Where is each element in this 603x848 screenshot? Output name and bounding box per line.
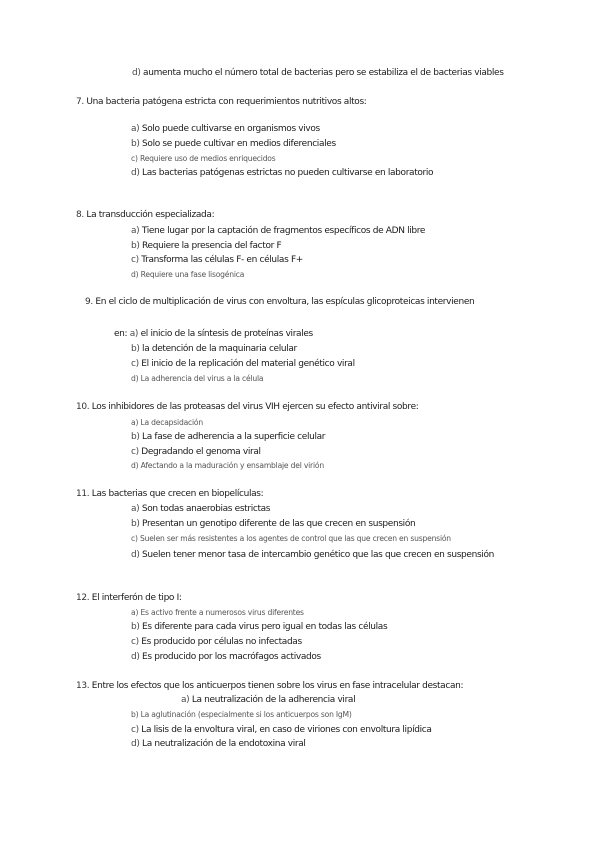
q7-option-c: c) Requiere uso de medios enriquecidos: [131, 154, 276, 163]
q13-option-c: c) La lisis de la envoltura viral, en caso de viriones con envoltura lipídica: [131, 725, 432, 735]
q13-option-a: a) La neutralización de la adherencia viral: [181, 695, 356, 705]
q11-option-c: c) Suelen ser más resistentes a los agentes de control que las que crecen en suspensión: [131, 534, 451, 543]
q11-option-b: b) Presentan un genotipo diferente de las que crecen en suspensión: [131, 519, 416, 529]
q12-option-c: c) Es producido por células no infectadas: [131, 637, 302, 647]
q9-option-a: en: a) el inicio de la síntesis de proteínas virales: [114, 329, 313, 339]
q7-option-a: a) Solo puede cultivarse en organismos vivos: [131, 124, 320, 134]
q8-option-b: b) Requiere la presencia del factor F: [131, 241, 282, 251]
q13-option-d: d) La neutralización de la endotoxina viral: [131, 739, 306, 749]
q9-option-c: c) El inicio de la replicación del material genético viral: [131, 359, 355, 369]
question-8: 8. La transducción especializada:: [76, 210, 215, 220]
question-11: 11. Las bacterias que crecen en biopelículas:: [76, 489, 264, 499]
question-10: 10. Los inhibidores de las proteasas del virus VIH ejercen su efecto antiviral sobre:: [76, 402, 419, 412]
q10-option-b: b) La fase de adherencia a la superficie celular: [131, 432, 326, 442]
q13-option-b: b) La aglutinación (especialmente si los anticuerpos son IgM): [131, 710, 352, 719]
q8-option-d: d) Requiere una fase lisogénica: [131, 270, 245, 279]
question-12: 12. El interferón de tipo I:: [76, 593, 182, 603]
question-13: 13. Entre los efectos que los anticuerpos tienen sobre los virus en fase intracelular destacan:: [76, 681, 464, 691]
q10-option-c: c) Degradando el genoma viral: [131, 447, 261, 457]
q12-option-d: d) Es producido por los macrófagos activados: [131, 652, 321, 662]
q8-option-a: a) Tiene lugar por la captación de fragmentos específicos de ADN libre: [131, 226, 426, 236]
q12-option-b: b) Es diferente para cada virus pero igual en todas las células: [131, 622, 388, 632]
question-7: 7. Una bacteria patógena estricta con requerimientos nutritivos altos:: [76, 97, 367, 107]
q12-option-a: a) Es activo frente a numerosos virus diferentes: [131, 608, 304, 617]
q11-option-d: d) Suelen tener menor tasa de intercambio genético que las que crecen en suspensión: [131, 550, 494, 560]
q7-option-b: b) Solo se puede cultivar en medios diferenciales: [131, 139, 336, 149]
option-d: d) aumenta mucho el número total de bacterias pero se estabiliza el de bacterias viables: [132, 68, 504, 78]
q9-option-d: d) La adherencia del virus a la célula: [131, 374, 264, 383]
question-9: 9. En el ciclo de multiplicación de virus con envoltura, las espículas glicoproteicas intervienen: [85, 297, 475, 307]
q11-option-a: a) Son todas anaerobias estrictas: [131, 504, 271, 514]
q7-option-d: d) Las bacterias patógenas estrictas no pueden cultivarse en laboratorio: [131, 168, 434, 178]
q10-option-d: d) Afectando a la maduración y ensamblaje del virión: [131, 461, 324, 470]
q10-option-a: a) La decapsidación: [131, 418, 203, 427]
q8-option-c: c) Transforma las células F- en células F+: [131, 255, 303, 265]
q9-option-b: b) la detención de la maquinaria celular: [131, 344, 297, 354]
